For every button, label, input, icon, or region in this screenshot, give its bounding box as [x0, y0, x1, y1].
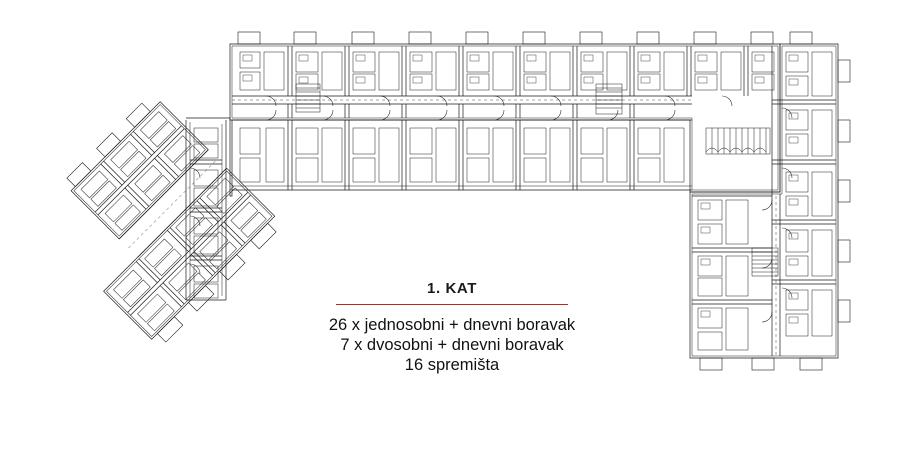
- legend-line-3: 16 spremišta: [404, 356, 500, 374]
- legend-line-2: 7 x dvosobni + dnevni boravak: [340, 336, 564, 354]
- legend-line-1: 26 x jednosobni + dnevni boravak: [328, 316, 576, 334]
- legend-divider: [336, 304, 568, 305]
- legend-title: 1. KAT: [427, 280, 477, 297]
- legend: [268, 280, 636, 375]
